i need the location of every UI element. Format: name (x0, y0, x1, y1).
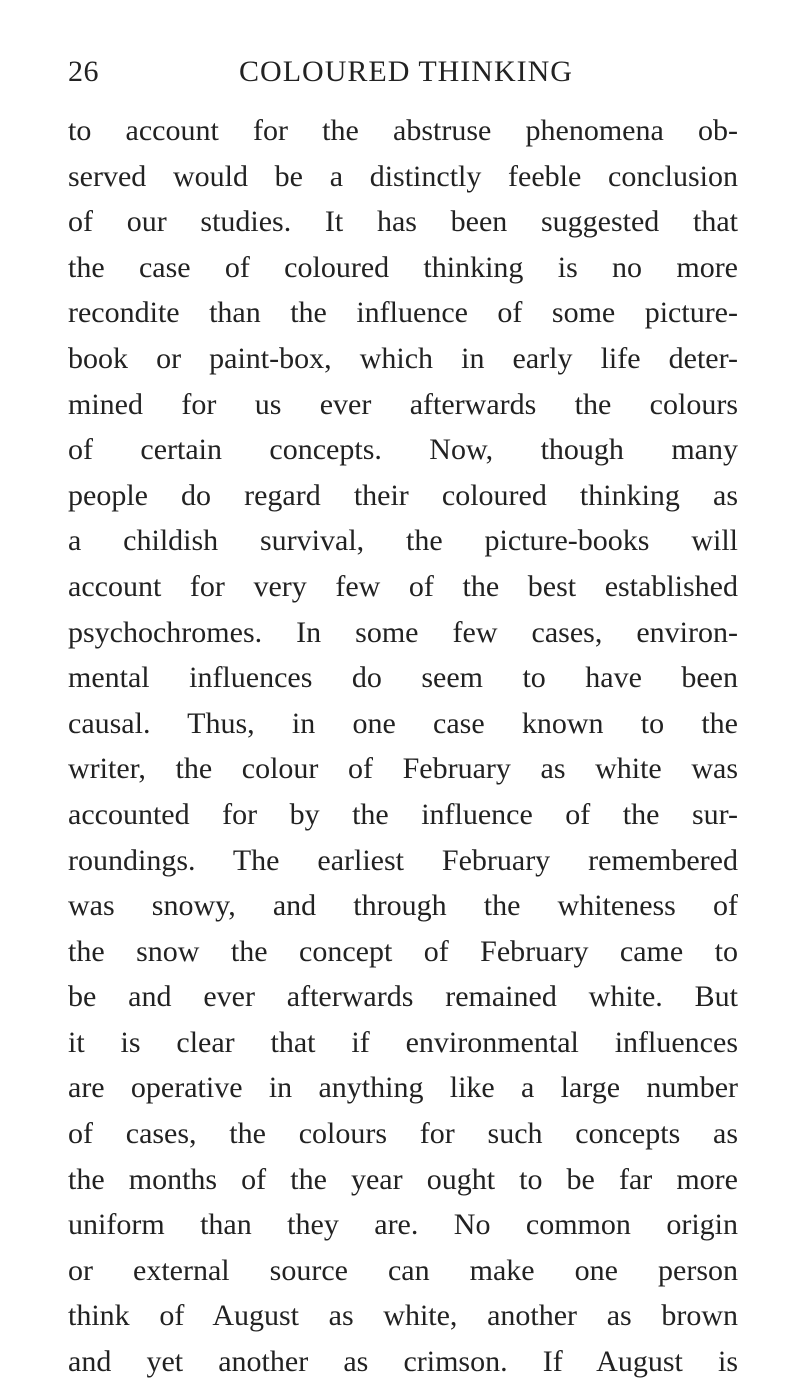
text-line: the case of coloured thinking is no more (68, 250, 738, 284)
page-number: 26 (68, 55, 99, 88)
text-line: writer, the colour of February as white was (68, 752, 738, 786)
text-line: or external source can make one person (68, 1253, 738, 1287)
text-line: the snow the concept of February came to (68, 934, 738, 968)
running-title: COLOURED THINKING (239, 55, 573, 88)
text-line: think of August as white, another as brown (68, 1299, 738, 1333)
text-line: psychochromes. In some few cases, environ- (68, 615, 738, 649)
text-line: account for very few of the best established (68, 569, 738, 603)
text-line: of cases, the colours for such concepts as (68, 1117, 738, 1151)
text-line: roundings. The earliest February remembered (68, 843, 738, 877)
text-line: a childish survival, the picture-books will (68, 524, 738, 558)
text-line: of our studies. It has been suggested that (68, 205, 738, 239)
running-head (68, 55, 744, 95)
text-line: was snowy, and through the whiteness of (68, 889, 738, 923)
text-line: book or paint-box, which in early life deter- (68, 341, 738, 375)
text-line: mined for us ever afterwards the colours (68, 387, 738, 421)
text-line: mental influences do seem to have been (68, 661, 738, 695)
text-line: people do regard their coloured thinking as (68, 478, 738, 512)
text-line: to account for the abstruse phenomena ob- (68, 114, 738, 147)
text-line: accounted for by the influence of the sur- (68, 797, 738, 831)
text-line: uniform than they are. No common origin (68, 1208, 738, 1242)
text-line: and yet another as crimson. If August is (68, 1345, 738, 1379)
body-text (68, 108, 738, 1385)
text-line: causal. Thus, in one case known to the (68, 706, 738, 740)
text-line: be and ever afterwards remained white. But (68, 980, 738, 1014)
text-line: recondite than the influence of some picture- (68, 296, 738, 330)
text-line: of certain concepts. Now, though many (68, 433, 738, 467)
text-line: are operative in anything like a large number (68, 1071, 738, 1105)
text-line: the months of the year ought to be far more (68, 1162, 738, 1196)
text-line: it is clear that if environmental influences (68, 1025, 738, 1059)
text-line: served would be a distinctly feeble conclusion (68, 159, 738, 193)
